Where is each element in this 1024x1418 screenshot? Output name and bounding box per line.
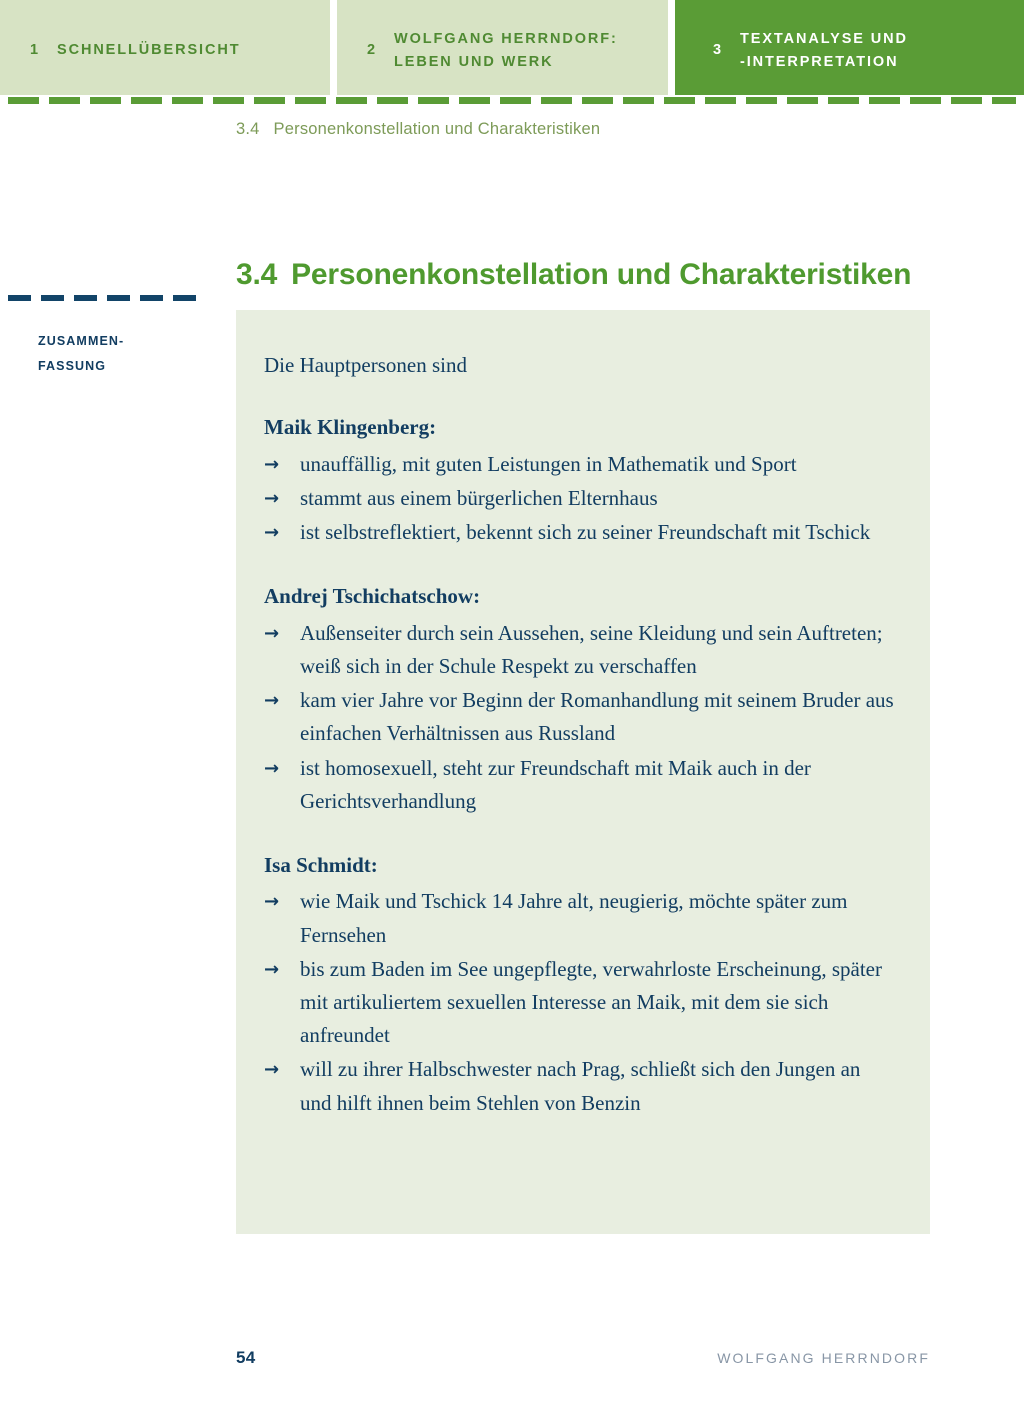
person-name: Isa Schmidt: <box>264 852 378 877</box>
person-block <box>264 581 896 818</box>
list-item-text: ist selbstreflektiert, bekennt sich zu seiner Freundschaft mit Tschick <box>300 520 871 545</box>
margin-note-label-line2: FASSUNG <box>38 359 107 373</box>
arrow-right-icon: → <box>264 622 280 644</box>
tab-divider-2 <box>668 0 675 95</box>
list-item-text: Außenseiter durch sein Aussehen, seine Kleidung und sein Auftreten; weiß sich in der Schule Respekt zu verschaffen <box>300 620 883 679</box>
page-title <box>236 258 911 292</box>
chapter-tab-3-label: TEXTANALYSE UND -INTERPRETATION <box>740 31 908 70</box>
summary-box <box>236 310 930 1234</box>
list-item-text: stammt aus einem bürgerlichen Elternhaus <box>300 486 658 511</box>
list-item <box>264 1053 896 1119</box>
arrow-right-icon: → <box>264 891 280 913</box>
arrow-right-icon: → <box>264 958 280 980</box>
page-title-number: 3.4 <box>236 258 278 292</box>
margin-note-label-line1: ZUSAMMEN- <box>38 334 125 348</box>
list-item <box>264 448 896 481</box>
list-item <box>264 482 896 515</box>
margin-note-dashed-rule <box>8 295 206 301</box>
arrow-right-icon: → <box>264 757 280 779</box>
chapter-tab-3-active[interactable] <box>675 0 1024 95</box>
header-dashed-rule <box>8 97 1016 104</box>
person-list <box>264 412 896 1119</box>
footer-book-title: WOLFGANG HERRNDORF <box>717 1350 930 1366</box>
list-item <box>264 516 896 549</box>
page-footer <box>236 1348 930 1368</box>
person-block <box>264 850 896 1120</box>
page-number: 54 <box>236 1348 256 1367</box>
chapter-tab-strip <box>0 0 1024 95</box>
tab-divider-1 <box>330 0 337 95</box>
person-bullet-list <box>264 448 896 550</box>
page-title-text: Personenkonstellation und Charakteristiken <box>291 258 912 292</box>
person-bullet-list <box>264 885 896 1119</box>
list-item <box>264 684 896 750</box>
chapter-tab-1[interactable] <box>0 0 330 95</box>
arrow-right-icon: → <box>264 1059 280 1081</box>
breadcrumb-label: Personenkonstellation und Charakteristiken <box>273 120 601 138</box>
chapter-tab-2[interactable] <box>337 0 668 95</box>
person-name: Maik Klingenberg: <box>264 415 437 440</box>
list-item <box>264 885 896 951</box>
list-item-text: wie Maik und Tschick 14 Jahre alt, neugierig, möchte später zum Fernsehen <box>300 889 848 947</box>
list-item-text: bis zum Baden im See ungepflegte, verwahrloste Erscheinung, später mit artikuliertem sexuellen Interesse an Maik, mit dem sie sich anfreundet <box>300 956 882 1048</box>
chapter-tab-3-number: 3 <box>713 42 723 59</box>
person-block <box>264 412 896 549</box>
arrow-right-icon: → <box>264 522 280 544</box>
margin-note <box>8 295 208 379</box>
breadcrumb <box>236 120 600 139</box>
person-name: Andrej Tschichatschow: <box>264 584 481 609</box>
chapter-tab-1-number: 1 <box>30 42 40 59</box>
margin-note-label <box>38 329 198 379</box>
person-bullet-list <box>264 617 896 818</box>
list-item-text: unauffällig, mit guten Leistungen in Mathematik und Sport <box>300 451 797 476</box>
list-item-text: will zu ihrer Halbschwester nach Prag, schließt sich den Jungen an und hilft ihnen beim Stehlen von Benzin <box>300 1057 861 1115</box>
list-item-text: kam vier Jahre vor Beginn der Romanhandlung mit seinem Bruder aus einfachen Verhältnissen aus Russland <box>300 688 894 746</box>
chapter-tab-2-label: WOLFGANG HERRNDORF: LEBEN UND WERK <box>394 31 618 70</box>
arrow-right-icon: → <box>264 453 280 475</box>
list-item <box>264 752 896 818</box>
breadcrumb-number: 3.4 <box>236 120 260 138</box>
list-item <box>264 617 896 683</box>
arrow-right-icon: → <box>264 690 280 712</box>
list-item-text: ist homosexuell, steht zur Freundschaft mit Maik auch in der Gerichtsverhandlung <box>300 755 811 813</box>
summary-intro: Die Hauptpersonen sind <box>264 353 467 377</box>
chapter-tab-2-number: 2 <box>367 42 377 59</box>
arrow-right-icon: → <box>264 488 280 510</box>
chapter-tab-1-label: SCHNELLÜBERSICHT <box>57 42 241 59</box>
list-item <box>264 953 896 1053</box>
